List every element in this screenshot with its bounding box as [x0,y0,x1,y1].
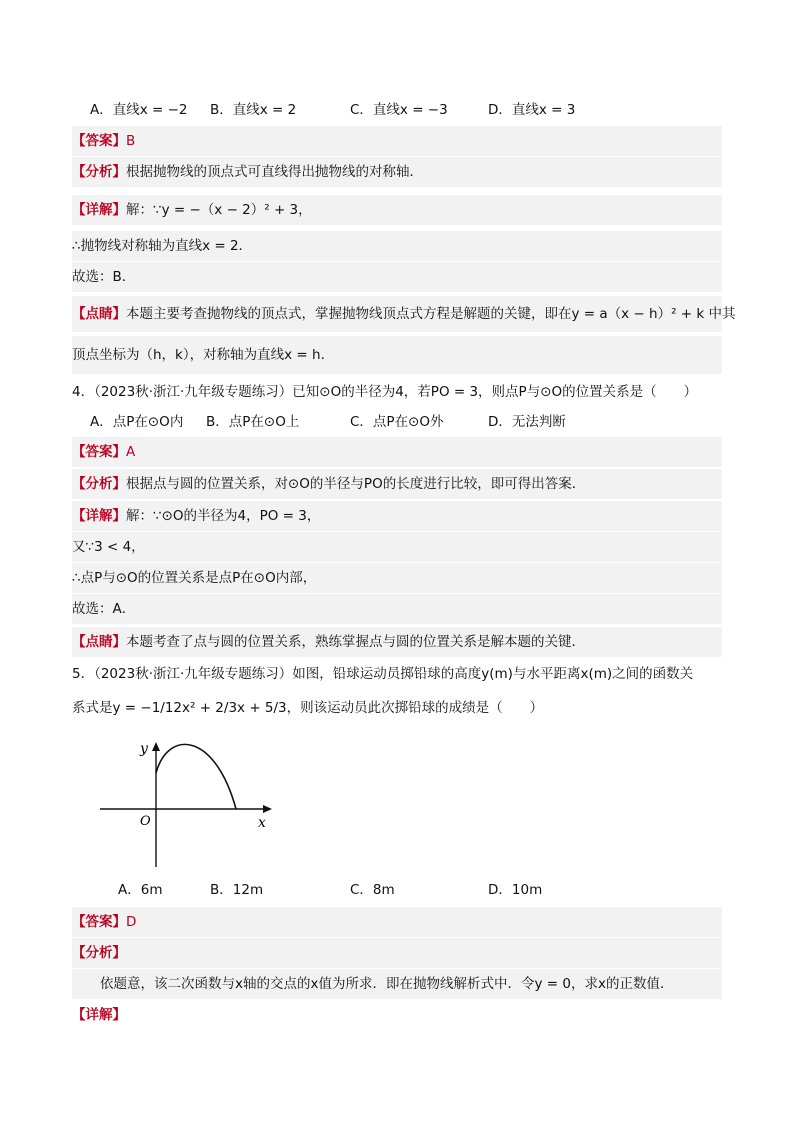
q3-detail-1 [72,195,722,225]
analysis-tag: 【分析】 [72,164,126,180]
comment-tag: 【点睛】 [72,306,126,322]
q3-detail-2 [72,231,722,261]
q5-options-row [72,875,722,905]
q5-option-b[interactable]: B．12m [210,882,264,898]
detail-text: 又∵3 < 4， [72,539,145,555]
q4-comment [72,627,722,657]
parabola-curve [156,744,236,809]
detail-tag: 【详解】 [72,508,126,524]
y-axis-arrow-icon [152,742,160,751]
detail-text: 解：∵y = −（x − 2）² + 3， [126,202,312,218]
analysis-tag: 【分析】 [72,476,126,492]
comment-tag: 【点睛】 [72,634,126,650]
detail-text: ∴抛物线对称轴为直线x = 2． [72,238,253,254]
x-axis-arrow-icon [263,805,272,813]
x-axis-label: x [258,815,266,831]
q5-option-d[interactable]: D．10m [488,882,543,898]
analysis-text: 依题意，该二次函数与x轴的交点的x值为所求．即在抛物线解析式中．令y = 0，求x的正数值． [100,976,674,992]
q5-stem-1: 5．（2023秋·浙江·九年级专题练习）如图，铅球运动员掷铅球的高度y(m)与水平距离x(m)之间的函数关 [72,666,694,682]
detail-text: 解：∵⊙O的半径为4，PO = 3， [126,508,321,524]
q3-detail-3 [72,262,722,292]
q5-detail-tag-row [72,1000,722,1030]
q4-detail-3 [72,563,722,593]
q3-analysis [72,157,722,187]
answer-tag: 【答案】 [72,133,126,149]
q4-stem: 4．（2023秋·浙江·九年级专题练习）已知⊙O的半径为4，若PO = 3，则点P与⊙O的位置关系是（ ） [72,384,698,400]
comment-text: 顶点坐标为（h，k），对称轴为直线x = h． [72,347,335,363]
q5-analysis-tag-row [72,938,722,968]
q4-detail-1 [72,501,722,531]
answer-tag: 【答案】 [72,914,126,930]
analysis-text: 根据抛物线的顶点式可直线得出抛物线的对称轴． [126,164,423,180]
q4-options-row [72,407,722,437]
q3-options-row [72,95,722,125]
y-axis-label: y [140,741,148,757]
q5-stem-2: 系式是y = −1/12x² + 2/3x + 5/3，则该运动员此次掷铅球的成绩是（ ） [72,700,544,716]
q3-option-d[interactable]: D．直线x = 3 [488,102,576,118]
analysis-tag: 【分析】 [72,945,126,961]
q5-option-c[interactable]: C．8m [350,882,395,898]
answer-value: D [126,914,137,930]
q5-option-a[interactable]: A．6m [118,882,163,898]
q3-comment-2 [72,336,722,374]
q3-comment-1 [72,296,736,332]
q4-answer [72,437,722,467]
parabola-graph [100,735,280,875]
q4-detail-2 [72,532,722,562]
q3-option-a[interactable]: A．直线x = −2 [90,102,188,118]
detail-tag: 【详解】 [72,1007,126,1023]
q3-option-b[interactable]: B．直线x = 2 [210,102,297,118]
q4-option-a[interactable]: A．点P在⊙O内 [90,414,184,430]
q3-option-c[interactable]: C．直线x = −3 [350,102,448,118]
q5-answer [72,907,722,937]
q5-analysis-body [72,969,722,999]
q4-option-d[interactable]: D．无法判断 [488,414,566,430]
q4-option-c[interactable]: C．点P在⊙O外 [350,414,444,430]
answer-value: A [126,444,136,460]
q4-analysis [72,469,722,499]
detail-tag: 【详解】 [72,202,126,218]
q4-option-b[interactable]: B．点P在⊙O上 [206,414,300,430]
comment-text: 本题考查了点与圆的位置关系，熟练掌握点与圆的位置关系是解本题的关键． [126,634,585,650]
detail-text: ∴点P与⊙O的位置关系是点P在⊙O内部， [72,570,317,586]
detail-text: 故选：B． [72,269,136,285]
q3-answer [72,126,722,156]
answer-tag: 【答案】 [72,444,126,460]
q4-detail-4 [72,594,722,624]
detail-text: 故选：A． [72,601,136,617]
comment-text: 本题主要考查抛物线的顶点式，掌握抛物线顶点式方程是解题的关键，即在y = a（x − h）² + k 中其 [126,306,736,322]
origin-label: O [140,814,151,829]
answer-value: B [126,133,136,149]
analysis-text: 根据点与圆的位置关系，对⊙O的半径与PO的长度进行比较，即可得出答案． [126,476,586,492]
